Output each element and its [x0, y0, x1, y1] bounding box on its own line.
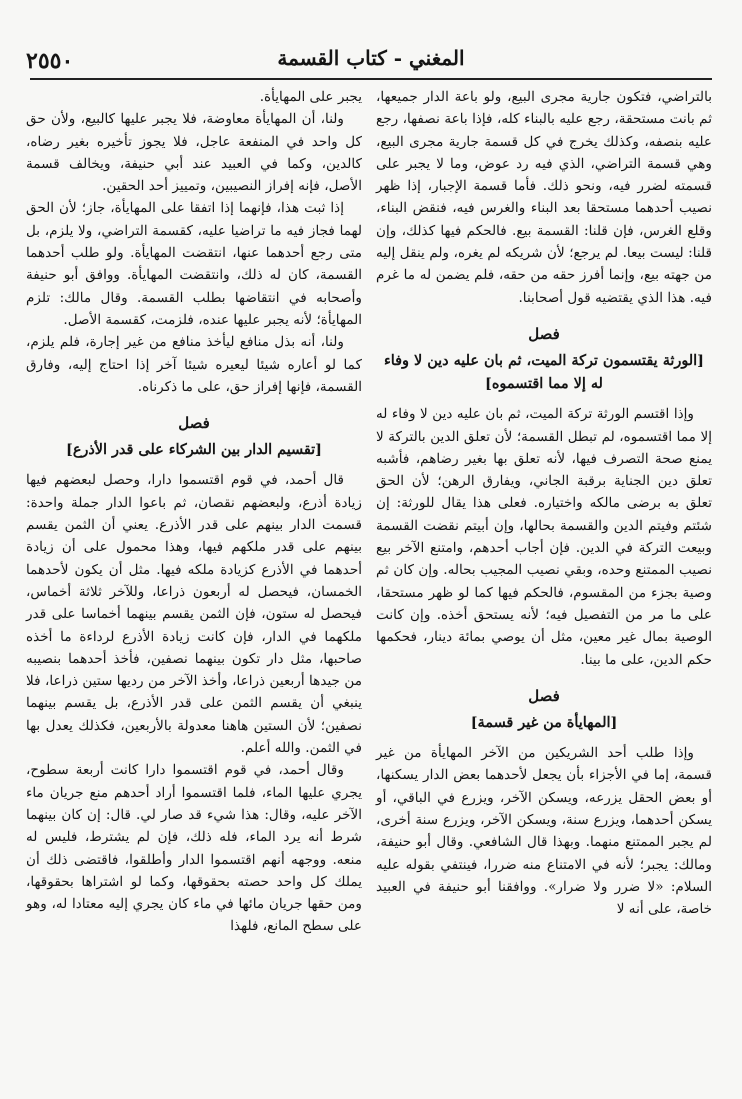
- right-column: [376, 86, 712, 921]
- paragraph: وقال أحمد، في قوم اقتسموا دارا كانت أربعة سطوح، يجري عليها الماء، فلما اقتسموا أراد أحدهم منع جريان ماء الآخر عليه، وقال: هذا شيء قد صار لي. قال: إن كان بينهما شرط أنه يرد الماء، فله ذلك، فإن لم يشترط، فليس له منعه. ووجهه أنهم اقتسموا الدار وأطلقوا، فاقتضى ذلك أن يملك كل واحد حصته بحقوقها، وكما لو اشتراها بحقوقها، ومن حقها جريان مائها في ماء كان يجري إليه معتادا له، وهو على سطح المانع، فلهذا: [26, 762, 362, 935]
- paragraph: وإذا اقتسم الورثة تركة الميت، ثم بان عليه دين لا وفاء له إلا مما اقتسموه، لم تبطل القسمة؛ لأن تعلق الدين بالتركة لا يمنع صحة التصرف فيها، لأنه تعلق بها بغير رضاهم، فأشبه تعلق دين الجناية برقبة الجاني، ويفارق الرهن؛ لأن الحق تعلق به برضى مالكه واختياره. فعلى هذا يقال للورثة: إن شئتم وفيتم الدين والقسمة بحالها، وإن أبيتم نقضت القسمة وبيعت التركة في الدين. فإن أجاب أحدهم، وامتنع الآخر بيع نصيب الممتنع وحده، وبقي نصيب المجيب بحاله. وإن كان ثم وصية بجزء من المقسوم، فالحكم فيها كما لو ظهر مستحقا، على ما مر من التفصيل فيه؛ لأنه يستحق أخذه. وإن كانت الوصية بمال غير معين، مثل أن يوصي بمائة دينار، فحكمها حكم الدين، على ما بينا.: [376, 406, 712, 668]
- section-title: فصل: [528, 324, 560, 343]
- section-subtitle: [الورثة يقتسمون تركة الميت، ثم بان عليه دين لا وفاء له إلا مما اقتسموه]: [383, 352, 704, 393]
- running-title: المغني - كتاب القسمة: [277, 46, 465, 70]
- page-header: [26, 44, 712, 78]
- paragraph: وإذا طلب أحد الشريكين من الآخر المهايأة من غير قسمة، إما في الأجزاء بأن يجعل لأحدهما بعض الدار يسكنها، أو بعض الحقل يزرعه، ويسكن الآخر، ويزرع في الباقي، أو يسكن أحدهما، ويزرع سنة، ويسكن الآخر، ويزرع سنة أخرى، لم يجبر الممتنع منهما. وبهذا قال الشافعي. وقال أبو حنيفة، ومالك: يجبر؛ لأنه في الامتناع منه ضررا، فينتفي بقوله عليه السلام: «لا ضرر ولا ضرار». ووافقنا أبو حنيفة في العبيد خاصة، على أنه لا: [376, 745, 712, 918]
- left-column: [26, 86, 362, 938]
- section-subtitle: [المهايأة من غير قسمة]: [470, 714, 618, 732]
- section-title: فصل: [528, 686, 560, 705]
- paragraph: يجبر على المهايأة.: [259, 89, 362, 105]
- paragraph: ولنا، أنه بذل منافع ليأخذ منافع من غير إجارة، فلم يلزم، كما لو أعاره شيئا ليعيره شيئا آخر إذا احتاج إليه، وفارق القسمة، فإنها إفراز حق، على ما ذكرناه.: [26, 334, 362, 395]
- paragraph: ولنا، أن المهايأة معاوضة، فلا يجبر عليها كالبيع، ولأن حق كل واحد في المنفعة عاجل، فلا يجوز تأخيره بغير رضاه، كالدين، وكما في العبيد عند أبي حنيفة، ويخالف قسمة الأصل، فإنه إفراز النصيبين، وتمييز أحد الحقين.: [26, 111, 362, 195]
- page-number: ٢٥٥٠: [26, 48, 74, 74]
- paragraph: بالتراضي، فتكون جارية مجرى البيع، ولو باعة الدار جميعها، ثم بانت مستحقة، رجع عليه بالبناء كله، فإذا باعة نصفها، رجع عليه بنصفه، وكذلك يخرج في كل قسمة جارية مجرى البيع، وهي قسمة التراضي، الذي فيه رد عوض، وما لا يجبر على قسمته لضرر فيه، ونحو ذلك. فأما قسمة الإجبار، إذا ظهر نصيب أحدهما مستحقا بعد البناء والغرس فيه، فنقض البناء، وقلع الغرس، فإن قلنا: القسمة بيع. فالحكم فيها كذلك، وإن قلنا: ليست بيعا. لم يرجع؛ لأن شريكه لم يغره، ولم ينقل إليه من جهته بيع، وإنما أفرز حقه من حقه، فلم يضمن له ما غرم فيه. هذا الذي يقتضيه قول أصحابنا.: [376, 89, 712, 306]
- paragraph: قال أحمد، في قوم اقتسموا دارا، وحصل لبعضهم فيها زيادة أذرع، ولبعضهم نقصان، ثم باعوا الدار جملة واحدة: قسمت الدار بينهم على قدر الأذرع. يعني أن الثمن يقسم بينهم على قدر ملكهم فيها، وهذا محمول على أن زيادة أحدهما في الأذرع كزيادة ملكه فيها. مثل أن يكون لأحدهما الخمسان، فيحصل له أربعون ذراعا، وللآخر ثلاثة أخماس، فيحصل له ستون، فإن الثمن يقسم بينهما أخماسا على قدر ملكهما في الدار، فإن كانت زيادة الأذرع لرداءة ما أخذه صاحبها، مثل دار تكون بينهما نصفين، فأخذ أحدهما بنصيبه من جيدها أربعين ذراعا، وأخذ الآخر من رديها ستين ذراعا، فلا ينبغي أن يقسم الثمن على قدر الأذرع، بل يقسم بينهما نصفين؛ لأن الستين هاهنا معدولة بالأربعين، فكذلك يعدل بها في الثمن. والله أعلم.: [26, 472, 362, 757]
- header-rule: [30, 78, 712, 80]
- section-title: فصل: [178, 414, 210, 433]
- paragraph: إذا ثبت هذا، فإنهما إذا اتفقا على المهايأة، جاز؛ لأن الحق لهما فجاز فيه ما تراضيا عليه، كقسمة التراضي، ولا يلزم، بل متى رجع أحدهما عنها، انتقضت المهايأة. ولو طلب أحدهما القسمة، كان له ذلك، وانتقضت المهايأة. ووافق أبو حنيفة وأصحابه في انتقاضها بطلب القسمة. وقال مالك: تلزم المهايأة؛ لأنه يجبر عليها عنده، فلزمت، كقسمة الأصل.: [26, 200, 362, 328]
- section-subtitle: [تقسيم الدار بين الشركاء على قدر الأذرع]: [66, 441, 322, 459]
